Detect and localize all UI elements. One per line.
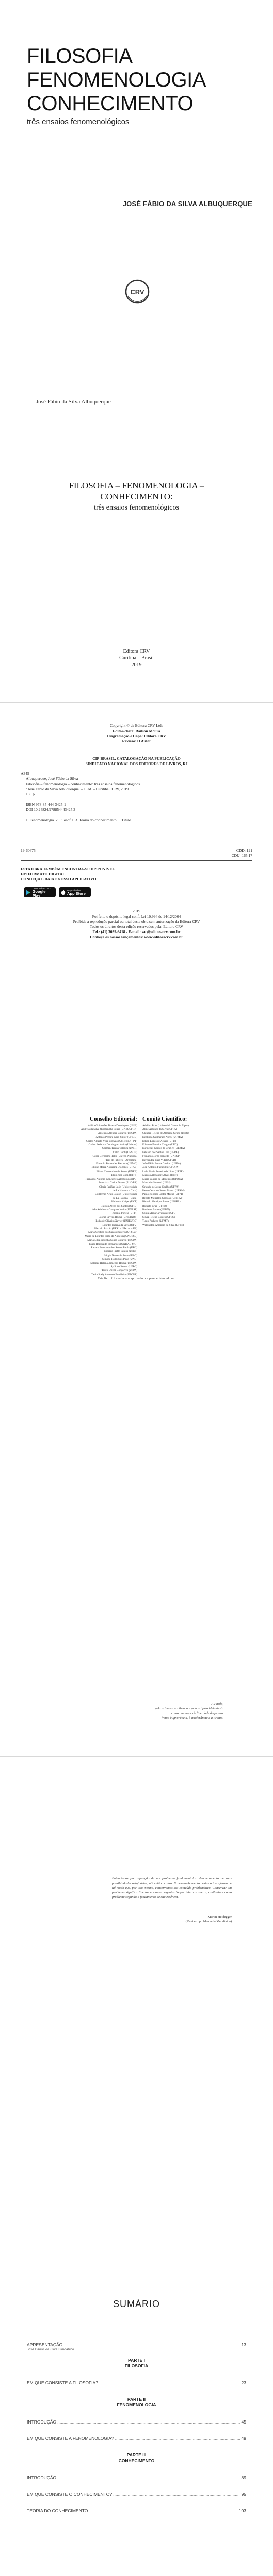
title-page-author: José Fábio da Silva Albuquerque	[36, 399, 111, 405]
toc-entry-block[interactable]	[27, 2508, 246, 2513]
toc-entry	[27, 2492, 246, 2497]
title-line: FILOSOFIA – FENOMENOLOGIA –	[69, 481, 204, 490]
scientific-member: Edson Lopes de Araujo (UFU)	[142, 1139, 176, 1143]
editorial-member: Renato Francisco dos Santos Paula (UFG)	[91, 1246, 137, 1249]
cdd-code: CDD: 121	[236, 848, 252, 853]
ebook-line: CONHEÇA E BAIXE NOSSO APLICATIVO!	[21, 877, 98, 882]
cip-classification	[21, 848, 252, 861]
editorial-member: Rodrigo Pratte-Santos (UFES)	[104, 1250, 137, 1253]
legal-line: Foi feito o depósito legal conf. Lei 10.994 de 14/12/2004	[92, 914, 181, 919]
ebook-line: ESTA OBRA TAMBÉM ENCONTRA-SE DISPONÍVEL	[21, 867, 115, 871]
revision-credit: Revisão: O Autor	[122, 739, 151, 743]
toc-entry	[27, 2419, 246, 2425]
legal-line: 2019	[133, 909, 140, 913]
toc-page-number: 103	[238, 2508, 246, 2513]
cip-line: Albuquerque, José Fábio da Silva	[26, 776, 78, 781]
publisher-name: Editora CRV	[123, 649, 150, 654]
editorial-member: Maria Cristina dos Santos Bezerra (UFSCar)	[88, 1231, 137, 1234]
editorial-member: de La Havana – Cuba)	[113, 1189, 137, 1192]
google-play-label: Google Play	[32, 889, 46, 898]
copyright-page	[0, 703, 273, 1053]
toc-leader	[89, 2508, 237, 2513]
title-page-title	[0, 480, 273, 502]
legal-line: Conheça os nossos lançamentos: www.editoracrv.com.br	[90, 935, 183, 939]
cip-lines	[26, 776, 252, 828]
cip-title	[0, 756, 273, 767]
cover-title-line: CONHECIMENTO	[27, 92, 194, 115]
toc-leader	[113, 2492, 240, 2497]
editorial-member: João Adalberto Campato Junior (UNESP)	[91, 1208, 137, 1211]
editorial-member: Antônio Pereira Gaio Júnior (UFRRJ)	[95, 1136, 137, 1139]
toc-entry-author: José Carlos da Silva Simoabico	[27, 2348, 74, 2351]
cip-line	[26, 812, 252, 818]
toc-entry-label: APRESENTAÇÃO	[27, 2342, 63, 2347]
legal-notice	[0, 909, 273, 940]
editorial-member: Leonel Severo Rocha (UNISINOS)	[98, 1215, 137, 1219]
publication-year: 2019	[131, 662, 142, 668]
toc-entry-label: INTRODUÇÃO	[27, 2419, 57, 2425]
toc-entry-block[interactable]	[27, 2342, 246, 2351]
cip-control-number: 19-60675	[21, 848, 36, 853]
table-of-contents-page	[0, 2108, 273, 2576]
scientific-member: Marcos Alexandre Alves (UFN)	[142, 1174, 178, 1177]
legal-line: Proibida a reprodução parcial ou total desta obra sem autorização da Editora CRV	[73, 919, 200, 924]
cip-line	[26, 823, 252, 828]
credits	[0, 723, 273, 744]
editorial-member: Lídia de Oliveira Xavier (UNIEURO)	[95, 1219, 137, 1223]
dedication-text	[105, 1702, 223, 1720]
scientific-member: Maria Valéria de Medeiros (UFOPA)	[142, 1177, 183, 1181]
toc-page-number: 13	[241, 2342, 246, 2347]
editorial-member: Jailson Alves dos Santos (UFRJ)	[101, 1204, 137, 1208]
editorial-member: Carlos Alberto Vilar Estêvão (UMINHO – PT)	[86, 1139, 137, 1143]
logo-text: CRV	[130, 288, 144, 296]
toc-leader	[57, 2419, 240, 2425]
cip-record	[21, 770, 252, 828]
cip-title-line: SINDICATO NACIONAL DOS EDITORES DE LIVROS, RJ	[85, 761, 188, 766]
play-icon	[26, 890, 31, 895]
editorial-member: Helmuth Krüger (UCP)	[111, 1200, 137, 1204]
title-page-subtitle: três ensaios fenomenológicos	[94, 504, 179, 512]
scientific-member: Hernandez Ruiz Vidal (UFSB)	[142, 1158, 176, 1162]
editorial-member: Solange Helena Ximenes-Rocha (UFOPA)	[90, 1261, 137, 1265]
editorial-member: Lourdes Helena da Silva (UFV)	[102, 1223, 137, 1227]
dedication-line: pela primeira acolhenca e pela próprio ideia desta	[155, 1707, 223, 1710]
scientific-member: Eurípedes Gomes da Cruz Jr. (UEMA)	[142, 1147, 185, 1150]
scientific-member: Paulo César de Souza Manso (UFAM)	[142, 1189, 185, 1192]
ebook-notice	[21, 867, 124, 882]
toc-part-heading	[27, 2452, 246, 2464]
editorial-board	[50, 1116, 137, 1277]
cip-class-row	[21, 853, 252, 858]
scientific-member: Cláudia Helena de Almeida Cirino (UFRJ)	[142, 1131, 189, 1135]
toc-part-name: FILOSOFIA	[124, 2363, 149, 2368]
scientific-member: Wellington Amancio da Silva (UFPE)	[142, 1223, 184, 1227]
editorial-member: Sérgio Nunes de Jesus (IFRO)	[104, 1253, 137, 1257]
dedication-line: A Pirolo,	[211, 1702, 223, 1706]
toc-entry-block[interactable]	[27, 2436, 246, 2441]
cip-line: / José Fábio da Silva Albuquerque. – 1. ed. – Curitiba : CRV, 2019.	[26, 787, 130, 791]
scientific-member: Eduardo Ferreira Chagas (UFC)	[142, 1143, 178, 1147]
cip-class-row	[21, 848, 252, 853]
scientific-member: Adelino Braz (Université Grenoble Alpes)	[142, 1124, 189, 1127]
toc-leader	[57, 2475, 240, 2480]
toc-page-number: 49	[241, 2436, 246, 2441]
dedication-page	[0, 1405, 273, 1756]
editorial-member: Sydione Santos (UEPG)	[110, 1265, 137, 1269]
cip-line	[26, 797, 252, 802]
editorial-member: Fernando Antônio Gonçalves Alcoforado (IPB)	[85, 1177, 137, 1181]
toc-part-name: CONHECIMENTO	[118, 2458, 155, 2463]
cover-title-block	[27, 44, 249, 126]
google-play-caption: DISPONÍVEL NO	[32, 887, 51, 890]
editorial-member: Aldira Guimarães Duarte Domínguez (UNB)	[88, 1124, 137, 1127]
toc-page-number: 45	[241, 2419, 246, 2425]
editorial-member: Elione Maria Nogueira Diogenes (UFAL)	[91, 1166, 137, 1170]
toc-entry-block[interactable]	[27, 2492, 246, 2497]
toc-page-number: 95	[241, 2492, 246, 2497]
dedication-line: frente à ignorância, à intolerância e à tirania.	[161, 1716, 223, 1720]
toc-entry	[27, 2508, 246, 2513]
toc-page-number: 89	[241, 2475, 246, 2480]
toc-entry	[27, 2380, 246, 2385]
editorial-board-heading: Conselho Editorial:	[90, 1116, 137, 1122]
toc-entry-label: INTRODUÇÃO	[27, 2475, 57, 2480]
editorial-member: Maria Lília Imbiriba Sousa Colares (UFOPA)	[87, 1239, 137, 1242]
editorial-member: Marcelo Paixão (UFRJ e UTexas – US)	[94, 1227, 137, 1230]
cip-title-line: CIP-BRASIL. CATALOGAÇÃO NA PUBLICAÇÃO	[92, 756, 181, 761]
toc-leader	[99, 2380, 240, 2385]
editorial-member: Francisco Carlos Duarte (PUC-PR)	[99, 1181, 137, 1185]
toc-entry-label: TEORIA DO CONHECIMENTO	[27, 2508, 88, 2513]
cip-line: 156 p.	[26, 792, 36, 796]
editorial-member: Elizeu Clementino de Souza (UNEB)	[96, 1170, 137, 1173]
store-badges	[24, 887, 91, 897]
epigraph-page	[0, 1757, 273, 2107]
editorial-member: Paulo Romualdo Hernandes (UNIFAL-MG)	[89, 1242, 137, 1246]
cover-subtitle: três ensaios fenomenológicos	[27, 117, 130, 126]
app-store-badge[interactable]	[59, 887, 91, 897]
scientific-member: Fernando Jorge Zanardo (UNESP)	[142, 1155, 181, 1158]
toc-part-heading	[27, 2397, 246, 2408]
title-line: CONHECIMENTO:	[100, 492, 173, 501]
editorial-member: Carmen Tereza Velanga (UNIR)	[102, 1147, 137, 1150]
scientific-committee	[142, 1116, 230, 1227]
toc-entry-label: EM QUE CONSISTE A FILOSOFIA?	[27, 2380, 98, 2385]
cip-line: 1. Fenomenologia. 2. Filosofia. 3. Teoria do conhecimento. I. Título.	[26, 818, 132, 822]
toc-leader	[63, 2342, 240, 2347]
cover-title-line: FENOMENOLOGIA	[27, 69, 206, 91]
scientific-member: Tiago Pacheco (UFMT)	[142, 1219, 169, 1223]
ebook-line: EM FORMATO DIGITAL.	[21, 872, 67, 876]
google-play-badge[interactable]	[24, 887, 56, 897]
cip-line: DOI 10.24824/978854443425.3	[26, 807, 76, 812]
apple-icon	[61, 890, 66, 895]
cip-code: A345	[21, 771, 29, 776]
scientific-committee-heading: Comitê Científico:	[142, 1116, 187, 1122]
editorial-member: Três de Febrero – Argentina)	[105, 1158, 137, 1162]
editorial-member: de La Havana – Cuba)	[113, 1196, 137, 1200]
epigraph-attribution	[186, 1914, 232, 1924]
editorial-member: Cesar Gerónimo Tello (Univer .Nacional	[92, 1155, 137, 1158]
scientific-member: José Antônio Fagundes (UFOPA)	[142, 1166, 179, 1170]
cover-title-line: FILOSOFIA	[27, 45, 133, 67]
toc-entry	[27, 2475, 246, 2480]
toc-entry-label: EM QUE CONSISTE O CONHECIMENTO?	[27, 2492, 113, 2497]
toc-list	[27, 2331, 246, 2513]
toc-part-number: PARTE I	[128, 2358, 145, 2363]
cover-author: JOSÉ FÁBIO DA SILVA ALBUQUERQUE	[122, 200, 252, 208]
dedication-line: como um lugar de liberdade do pensar	[171, 1711, 223, 1715]
toc-leader	[115, 2436, 240, 2441]
crv-logo-icon	[124, 278, 151, 305]
scientific-member: Silvia Helena Borges (UFES)	[142, 1215, 175, 1219]
editorial-member: Guillermo Arias Beatón (Universidade	[95, 1193, 137, 1196]
copyright-line: Copyright © da Editora CRV Ltda	[109, 723, 164, 728]
toc-title: SUMÁRIO	[113, 2299, 160, 2309]
toc-part-number: PARTE II	[127, 2397, 146, 2402]
app-store-caption: Disponível na	[67, 889, 82, 892]
editorial-member: Eduardo Fernandes Barbosa (UFMG)	[96, 1162, 137, 1166]
cip-line: ISBN 978-85-444-3425-1	[26, 802, 66, 807]
epigraph-source: (Kant e o problema da Metafísica)	[185, 1920, 232, 1923]
scientific-member: Orlando de Jesus Coelho (UFPA)	[142, 1185, 179, 1189]
toc-entry-block[interactable]	[27, 2475, 246, 2480]
scientific-member: Leila Maria Ferreira de Lima (UFPE)	[142, 1170, 184, 1173]
legal-line: Tel.: (41) 3039-6418 - E-mail: sac@editoracrv.com.br	[92, 929, 181, 934]
editorial-member: Carlos Federico Dominguez Avila (Unieuro)	[88, 1143, 137, 1147]
scientific-member: Paulo Roberto Castor Maciel (UFPI)	[142, 1193, 183, 1196]
editorial-member: Tadeu Oliver Gonçalves (UFPA)	[101, 1269, 137, 1273]
epigraph-quote: Entendemos por repetição de um problema fundamental o descerramento de suas possibilidades originárias, até então ocultas. O desenvolvimento destas o transforma de tal modo que, por isso mesmo, conservamos seu conteúdo problemático. Conservar um problema significa libertar e manter vigentes forças internas que o possibilitam como problema segundo o fundamento de sua essência.	[112, 1877, 232, 1899]
peer-review-note: Este livro foi avaliado e aprovado por pareceristas ad hoc.	[98, 1277, 175, 1280]
toc-entry-block[interactable]	[27, 2419, 246, 2425]
app-store-label: App Store	[67, 891, 86, 896]
board-page	[0, 1054, 273, 1404]
toc-entry	[27, 2436, 246, 2441]
editorial-member: Simone Rodrigues Pinto (UNB)	[102, 1258, 137, 1261]
scientific-member: Sônia Maria Cavalcante (UFC)	[142, 1212, 177, 1215]
editorial-member: Andréia da Silva Quintanilha Sousa (UNIR/UFRN)	[81, 1128, 137, 1131]
toc-entry	[27, 2342, 246, 2347]
toc-entry-label: EM QUE CONSISTE A FENOMENOLOGIA?	[27, 2436, 114, 2441]
scientific-member: Renato Meirelles Cardoso (UNIFAP)	[142, 1196, 183, 1200]
title-page	[0, 351, 273, 702]
scientific-member: Aline Antunes da Silva (UFPA)	[142, 1128, 177, 1131]
epigraph-author: Martin Heidegger	[207, 1915, 232, 1919]
editorial-member: Anselmo Alencar Colares (UFOPA)	[98, 1131, 137, 1135]
scientific-member: Deolinda Guimarães Abreu (UFMA)	[142, 1136, 183, 1139]
editorial-member: Gloria Fariñas León (Universidade	[99, 1185, 137, 1189]
editor-credit: Editor-chefe: Railson Moura	[113, 728, 160, 733]
scientific-member: Maurício Sonsoni (UFSJ)	[142, 1181, 171, 1185]
toc-part-heading	[27, 2358, 246, 2369]
cdu-code: CDU: 165.17	[231, 853, 252, 858]
editorial-member: Josania Portela (UFPI)	[112, 1212, 137, 1215]
scientific-member: João Fábio Souza Galdino (UEPA)	[142, 1162, 181, 1166]
editorial-member: Élsio José Corá (UFFS)	[111, 1174, 137, 1177]
imprint	[0, 648, 273, 668]
scientific-member: Fabiano dos Santos Laia (UFPA)	[142, 1150, 179, 1154]
cover-page	[0, 0, 273, 350]
editorial-member: Maria de Lourdes Pinto de Almeida (UNOESC)	[85, 1234, 137, 1238]
legal-line: Todos os direitos desta edição reservados pela: Editora CRV	[90, 924, 183, 929]
design-credit: Diagramação e Capa: Editora CRV	[107, 734, 166, 738]
editorial-member: Tania Suely Azevedo Brasileiro (UFOPA)	[91, 1273, 137, 1276]
cip-line: Filosofia – fenomenologia – conhecimento: três ensaios fenomenológicos	[26, 782, 140, 786]
toc-part-name: FENOMENOLOGIA	[117, 2402, 156, 2408]
scientific-member: Rosilene Barros (UFRN)	[142, 1208, 170, 1211]
toc-entry-block[interactable]	[27, 2380, 246, 2385]
toc-page-number: 23	[241, 2380, 246, 2385]
toc-part-number: PARTE III	[126, 2452, 147, 2458]
scientific-member: Roberto Cruz (UFRB)	[142, 1204, 167, 1208]
editorial-member: Celso Conti (UFSCar)	[113, 1150, 137, 1154]
scientific-member: Ricardo Henrique Rosas (UFOPA)	[142, 1200, 181, 1204]
publisher-city: Curitiba – Brasil	[119, 655, 154, 661]
